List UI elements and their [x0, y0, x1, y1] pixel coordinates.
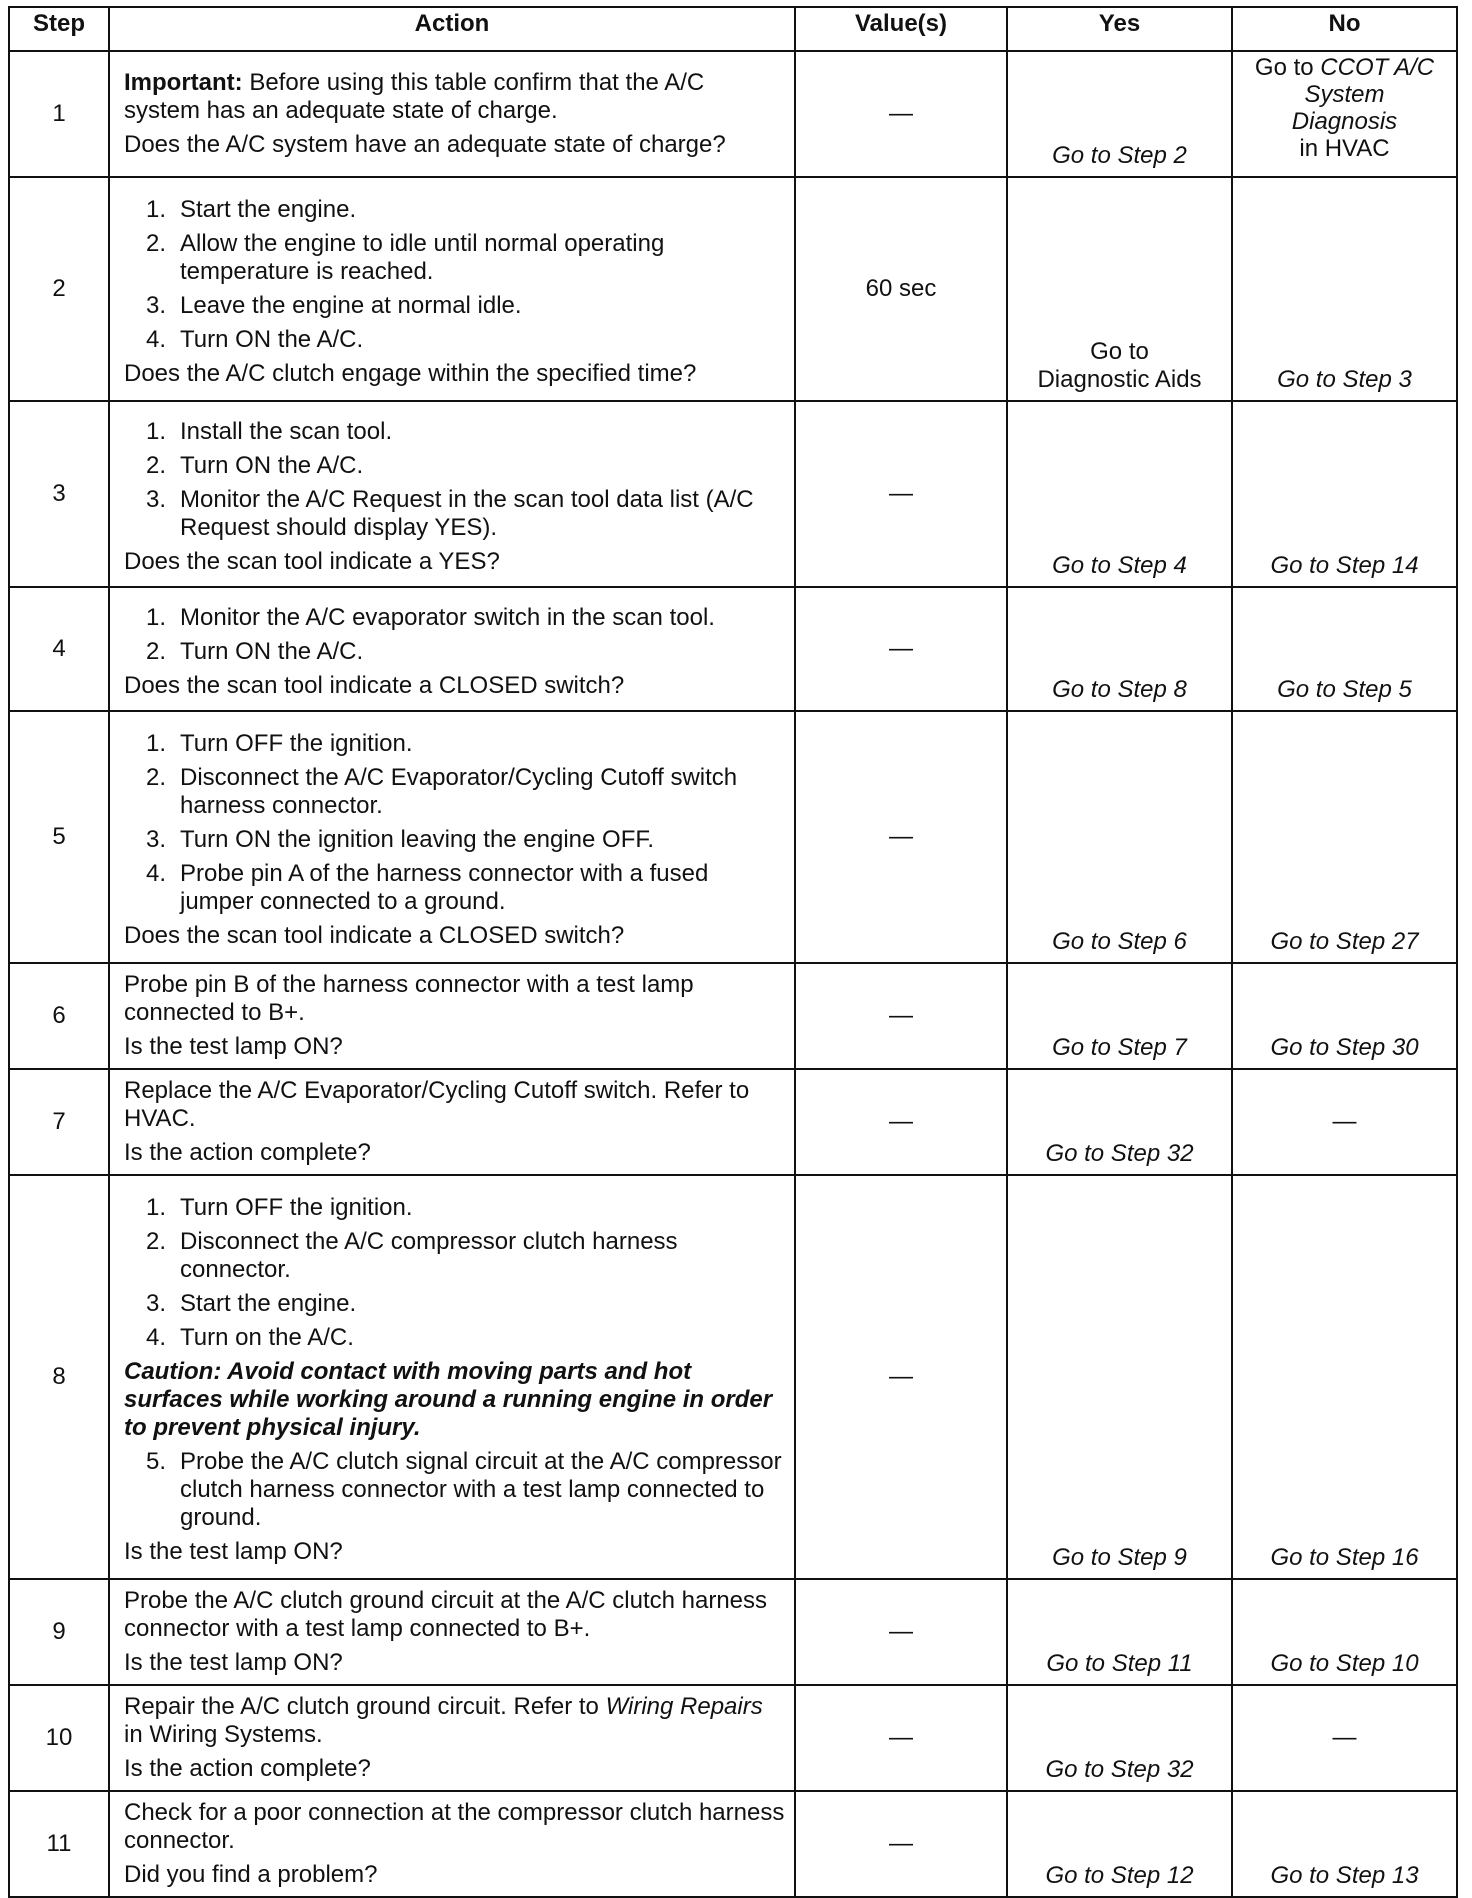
action-text: Probe pin B of the harness connector with a test lamp connected to B+.: [124, 971, 694, 1026]
value-cell: —: [795, 587, 1007, 711]
header-yes: Yes: [1007, 7, 1232, 51]
item-text: Turn ON the A/C.: [180, 638, 364, 665]
list-item: [124, 196, 786, 224]
list-item: [124, 1324, 786, 1352]
yes-cell: Go to Step 2: [1007, 51, 1232, 177]
list-item: [124, 326, 786, 354]
table-row: [9, 51, 1457, 177]
action-text: Probe the A/C clutch ground circuit at the A/C clutch harness connector with a test lamp connected to B+.: [124, 1587, 768, 1642]
step-number: 10: [9, 1685, 109, 1791]
question: Does the A/C clutch engage within the specified time?: [124, 360, 697, 387]
yes-cell: Go to Step 8: [1007, 587, 1232, 711]
list-item: [124, 292, 786, 320]
step-number: 2: [9, 177, 109, 401]
value-cell: —: [795, 963, 1007, 1069]
value-cell: —: [795, 1175, 1007, 1579]
table-row: [9, 1791, 1457, 1897]
diagnostic-page: [8, 6, 1456, 1898]
item-text: Turn ON the ignition leaving the engine OFF.: [180, 826, 655, 853]
action-steps-continued: [124, 1448, 786, 1532]
list-item: [124, 1228, 786, 1284]
no-cell: —: [1232, 1685, 1457, 1791]
item-number: 1.: [146, 418, 167, 445]
table-row: [9, 177, 1457, 401]
yes-cell: Go to Step 12: [1007, 1791, 1232, 1897]
step-number: 6: [9, 963, 109, 1069]
step-number: 4: [9, 587, 109, 711]
list-item: [124, 1290, 786, 1318]
no-cell: Go to Step 16: [1232, 1175, 1457, 1579]
yes-cell: Go to Step 32: [1007, 1685, 1232, 1791]
table-row: [9, 711, 1457, 963]
action-text: Replace the A/C Evaporator/Cycling Cutoff switch. Refer to HVAC.: [124, 1077, 750, 1132]
yes-cell: Go to Step 32: [1007, 1069, 1232, 1175]
question: Does the scan tool indicate a YES?: [124, 548, 500, 575]
item-text: Probe pin A of the harness connector with a fused jumper connected to a ground.: [180, 860, 709, 915]
list-item: [124, 1448, 786, 1532]
list-item: [124, 764, 786, 820]
step-number: 3: [9, 401, 109, 587]
item-text: Start the engine.: [180, 196, 357, 223]
diagnostic-table: [8, 6, 1458, 1898]
item-text: Disconnect the A/C compressor clutch harness connector.: [180, 1228, 678, 1283]
item-text: Turn on the A/C.: [180, 1324, 354, 1351]
no-goto-text: Go to: [1254, 54, 1314, 81]
value-cell: —: [795, 1791, 1007, 1897]
item-text: Turn ON the A/C.: [180, 326, 364, 353]
action-steps: [124, 196, 786, 354]
step-number: 9: [9, 1579, 109, 1685]
table-row: [9, 1685, 1457, 1791]
action-cell: [109, 1685, 795, 1791]
item-number: 3.: [146, 1290, 167, 1317]
action-cell: [109, 401, 795, 587]
question: Does the scan tool indicate a CLOSED switch?: [124, 672, 625, 699]
list-item: [124, 230, 786, 286]
step-number: 1: [9, 51, 109, 177]
yes-ref-diagnostic-aids: Diagnostic Aids: [1037, 366, 1202, 393]
caution-note: Caution: Avoid contact with moving parts and hot surfaces while working around a running engine in order to prevent physical injury.: [124, 1358, 773, 1441]
no-cell: Go to Step 27: [1232, 711, 1457, 963]
value-cell: —: [795, 1579, 1007, 1685]
item-number: 1.: [146, 604, 167, 631]
header-row: [9, 7, 1457, 51]
action-text-a: Repair the A/C clutch ground circuit. Refer to: [124, 1693, 606, 1720]
step-number: 8: [9, 1175, 109, 1579]
item-number: 1.: [146, 196, 167, 223]
action-steps: [124, 730, 786, 916]
item-number: 4.: [146, 860, 167, 887]
action-steps: [124, 418, 786, 542]
item-number: 2.: [146, 1228, 167, 1255]
table-row: [9, 587, 1457, 711]
item-text: Turn ON the A/C.: [180, 452, 364, 479]
list-item: [124, 604, 786, 632]
value-cell: —: [795, 1069, 1007, 1175]
table-row: [9, 963, 1457, 1069]
no-ref-ccot: CCOT A/C: [1320, 54, 1435, 81]
list-item: [124, 860, 786, 916]
action-cell: [109, 1175, 795, 1579]
important-text: Before using this table confirm that the A/C system has an adequate state of charge.: [124, 69, 705, 124]
item-number: 1.: [146, 1194, 167, 1221]
list-item: [124, 1194, 786, 1222]
important-note: [124, 69, 786, 125]
item-number: 2.: [146, 764, 167, 791]
item-text: Monitor the A/C Request in the scan tool data list (A/C Request should display YES).: [180, 486, 754, 541]
action-cell: [109, 711, 795, 963]
important-label: Important:: [124, 69, 243, 96]
question: Does the A/C system have an adequate state of charge?: [124, 131, 726, 158]
question: Is the test lamp ON?: [124, 1649, 343, 1676]
no-cell: Go to Step 14: [1232, 401, 1457, 587]
no-cell: Go to Step 3: [1232, 177, 1457, 401]
table-row: [9, 1579, 1457, 1685]
yes-cell: [1007, 177, 1232, 401]
wiring-repairs-ref: Wiring Repairs: [605, 1693, 763, 1720]
action-text: Check for a poor connection at the compressor clutch harness connector.: [124, 1799, 785, 1854]
list-item: [124, 418, 786, 446]
item-number: 3.: [146, 826, 167, 853]
action-cell: [109, 587, 795, 711]
table-row: [9, 401, 1457, 587]
question: Is the action complete?: [124, 1755, 371, 1782]
yes-cell: Go to Step 7: [1007, 963, 1232, 1069]
action-text: [124, 1693, 786, 1749]
no-cell: Go to Step 30: [1232, 963, 1457, 1069]
action-cell: [109, 51, 795, 177]
no-cell: [1232, 51, 1457, 177]
item-text: Install the scan tool.: [180, 418, 393, 445]
header-step: Step: [9, 7, 109, 51]
no-cell: —: [1232, 1069, 1457, 1175]
action-cell: [109, 177, 795, 401]
step-number: 5: [9, 711, 109, 963]
yes-cell: Go to Step 6: [1007, 711, 1232, 963]
no-cell: Go to Step 10: [1232, 1579, 1457, 1685]
no-ref-hvac: in HVAC: [1299, 135, 1390, 162]
action-cell: [109, 1069, 795, 1175]
no-cell: Go to Step 5: [1232, 587, 1457, 711]
item-number: 4.: [146, 1324, 167, 1351]
item-text: Turn OFF the ignition.: [180, 730, 413, 757]
item-number: 2.: [146, 452, 167, 479]
table-row: [9, 1175, 1457, 1579]
header-no: No: [1232, 7, 1457, 51]
item-number: 5.: [146, 1448, 167, 1475]
value-cell: —: [795, 1685, 1007, 1791]
value-cell: 60 sec: [795, 177, 1007, 401]
action-cell: [109, 963, 795, 1069]
question: Is the test lamp ON?: [124, 1538, 343, 1565]
action-steps: [124, 604, 786, 666]
header-values: Value(s): [795, 7, 1007, 51]
item-number: 3.: [146, 486, 167, 513]
step-number: 11: [9, 1791, 109, 1897]
value-cell: —: [795, 401, 1007, 587]
table-row: [9, 1069, 1457, 1175]
list-item: [124, 638, 786, 666]
question: Is the test lamp ON?: [124, 1033, 343, 1060]
item-text: Turn OFF the ignition.: [180, 1194, 413, 1221]
action-cell: [109, 1791, 795, 1897]
yes-cell: Go to Step 11: [1007, 1579, 1232, 1685]
value-cell: —: [795, 711, 1007, 963]
yes-cell: Go to Step 9: [1007, 1175, 1232, 1579]
question: Does the scan tool indicate a CLOSED switch?: [124, 922, 625, 949]
item-text: Monitor the A/C evaporator switch in the scan tool.: [180, 604, 715, 631]
no-cell: Go to Step 13: [1232, 1791, 1457, 1897]
item-text: Probe the A/C clutch signal circuit at the A/C compressor clutch harness connector with a test lamp connected to ground.: [180, 1448, 782, 1531]
value-cell: —: [795, 51, 1007, 177]
no-ref-system: System: [1304, 81, 1385, 108]
step-number: 7: [9, 1069, 109, 1175]
yes-cell: Go to Step 4: [1007, 401, 1232, 587]
item-number: 2.: [146, 230, 167, 257]
list-item: [124, 452, 786, 480]
action-steps: [124, 1194, 786, 1352]
list-item: [124, 730, 786, 758]
question: Is the action complete?: [124, 1139, 371, 1166]
action-text-b: in Wiring Systems.: [124, 1721, 323, 1748]
item-number: 2.: [146, 638, 167, 665]
yes-goto-text: Go to: [1090, 338, 1149, 365]
no-ref-diagnosis: Diagnosis: [1291, 108, 1398, 135]
item-text: Disconnect the A/C Evaporator/Cycling Cutoff switch harness connector.: [180, 764, 738, 819]
item-number: 1.: [146, 730, 167, 757]
item-number: 3.: [146, 292, 167, 319]
action-cell: [109, 1579, 795, 1685]
question: Did you find a problem?: [124, 1861, 378, 1888]
list-item: [124, 826, 786, 854]
item-number: 4.: [146, 326, 167, 353]
item-text: Start the engine.: [180, 1290, 357, 1317]
item-text: Allow the engine to idle until normal operating temperature is reached.: [180, 230, 665, 285]
item-text: Leave the engine at normal idle.: [180, 292, 522, 319]
header-action: Action: [109, 7, 795, 51]
list-item: [124, 486, 786, 542]
